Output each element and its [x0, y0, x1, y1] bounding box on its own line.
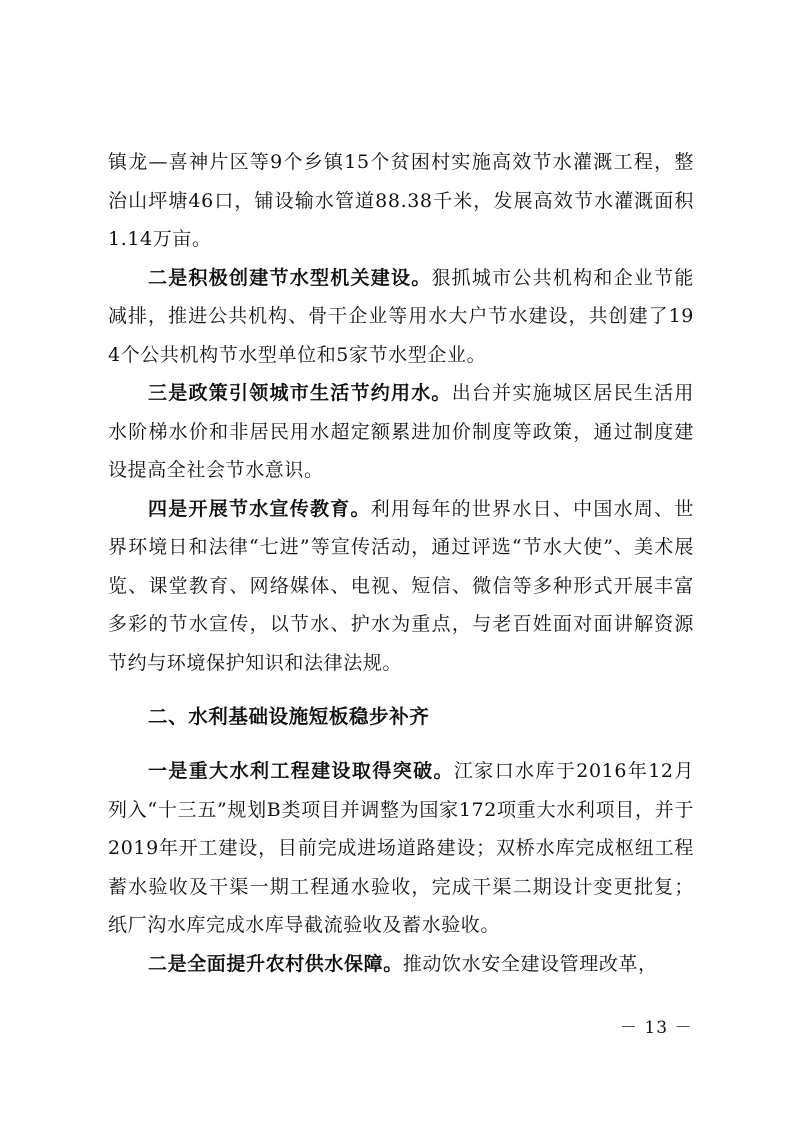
paragraph-water-saving-agencies	[108, 259, 694, 375]
paragraph-text: 推动饮水安全建设管理改革，	[402, 952, 658, 975]
paragraph-text: 江家口水库于2016年12月列入“十三五”规划B类项目并调整为国家172项重大水利项目，并于2019年开工建设，目前完成进场道路建设；双桥水库完成枢纽工程蓄水验收及干渠一期工程通水验收，完成干渠二期设计变更批复；纸厂沟水库完成水库导截流验收及蓄水验收。	[108, 760, 694, 936]
paragraph-lead: 二是全面提升农村供水保障。	[148, 952, 403, 975]
paragraph-text: 利用每年的世界水日、中国水周、世界环境日和法律“七进”等宣传活动，通过评选“节水大使”、美术展览、课堂教育、网络媒体、电视、短信、微信等多种形式开展丰富多彩的节水宣传，以节水、护水为重点，与老百姓面对面讲解资源节约与环境保护知识和法律法规。	[108, 497, 694, 674]
page-number: － 13 －	[620, 1018, 693, 1038]
paragraph-major-projects	[108, 752, 694, 945]
paragraph-lead: 一是重大水利工程建设取得突破。	[148, 760, 454, 782]
paragraph-text: 狠抓城市公共机构和企业节能减排，推进公共机构、骨干企业等用水大户节水建设，共创建了194个公共机构节水型单位和5家节水型企业。	[108, 266, 694, 366]
paragraph-lead: 三是政策引领城市生活节约用水。	[148, 382, 452, 404]
paragraph-continuation	[108, 143, 694, 259]
paragraph-lead: 二是积极创建节水型机关建设。	[148, 266, 432, 289]
paragraph-water-saving-education	[108, 490, 694, 683]
paragraph-lead: 四是开展节水宣传教育。	[148, 497, 371, 520]
paragraph-rural-water-supply	[108, 945, 694, 984]
document-body	[108, 143, 694, 983]
section-heading: 二、水利基础设施短板稳步补齐	[148, 705, 430, 728]
paragraph-urban-water-policy	[108, 374, 694, 490]
paragraph-text: 镇龙—喜神片区等9个乡镇15个贫困村实施高效节水灌溉工程，整治山坪塘46口，铺设输水管道88.38千米，发展高效节水灌溉面积1.14万亩。	[108, 151, 694, 250]
paragraph-text: 出台并实施城区居民生活用水阶梯水价和非居民用水超定额累进加价制度等政策，通过制度建设提高全社会节水意识。	[108, 382, 694, 481]
